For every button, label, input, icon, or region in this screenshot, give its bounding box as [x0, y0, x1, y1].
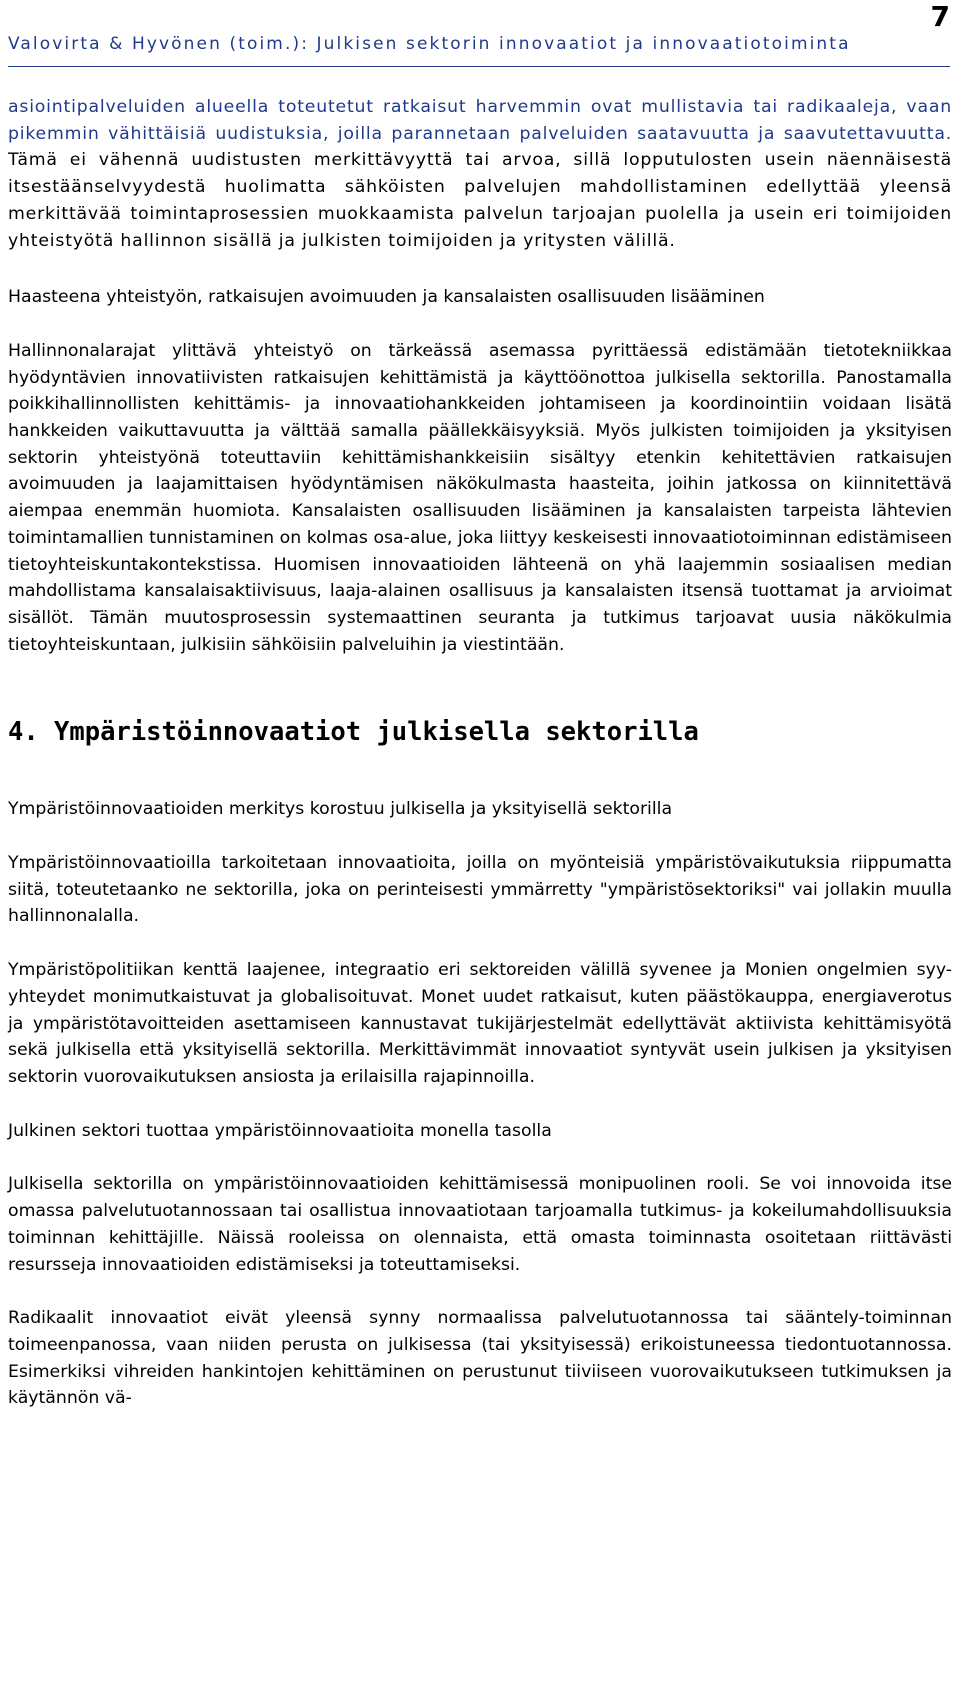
running-header: Valovirta & Hyvönen (toim.): Julkisen sektorin innovaatiot ja innovaatiotoiminta [8, 34, 851, 54]
page-number: 7 [930, 0, 950, 33]
paragraph-1 [8, 94, 952, 254]
subheading-public-sector-levels: Julkinen sektori tuottaa ympäristöinnovaatioita monella tasolla [8, 1120, 552, 1141]
subheading-environmental-significance: Ympäristöinnovaatioiden merkitys korostuu julkisella ja yksityisellä sektorilla [8, 799, 673, 820]
subheading-collaboration: Haasteena yhteistyön, ratkaisujen avoimuuden ja kansalaisten osallisuuden lisääminen [8, 287, 765, 308]
header-rule [8, 66, 950, 67]
paragraph-6: Radikaalit innovaatiot eivät yleensä synny normaalissa palvelutuotannossa tai sääntely-toiminnan toimeenpanossa, vaan niiden perusta on julkisessa (tai yksityisessä) erikoistuneessa tiedontuotannossa. Esimerkiksi vihreiden hankintojen kehittäminen on perustunut tiiviiseen vuorovaikutukseen tutkimuksen ja käytännön vä- [8, 1308, 952, 1409]
paragraph-1-lead: asiointipalveluiden alueella toteutetut ratkaisut harvemmin ovat mullistavia tai radikaaleja, vaan pikemmin vähittäisiä uudistuksia, joilla parannetaan palveluiden saatavuutta ja saavutettavuutta. [8, 97, 952, 144]
body-text [8, 94, 952, 1412]
paragraph-5: Julkisella sektorilla on ympäristöinnovaatioiden kehittämisessä monipuolinen rooli. Se voi innovoida itse omassa palvelutuotannossaan tai osallistua innovaatiotaan tarjoamalla tutkimus- ja kokeilumahdollisuuksia toiminnan kehittäjille. Näissä rooleissa on olennaista, että omasta toiminnasta osoitetaan riittävästi resursseja innovaatioiden edistämiseksi ja toteuttamiseksi. [8, 1174, 952, 1275]
paragraph-1-rest: Tämä ei vähennä uudistusten merkittävyyttä tai arvoa, sillä lopputulosten usein näennäisestä itsestäänselvyydestä huolimatta sähköisten palvelujen mahdollistaminen edellyttää yleensä merkittävää toimintaprosessien muokkaamista palvelun tarjoajan puolella ja usein eri toimijoiden yhteistyötä hallinnon sisällä ja julkisten toimijoiden ja yritysten välillä. [8, 150, 952, 251]
section-title: 4. Ympäristöinnovaatiot julkisella sektorilla [8, 717, 699, 748]
paragraph-4: Ympäristöpolitiikan kenttä laajenee, integraatio eri sektoreiden välillä syvenee ja Monien ongelmien syy-yhteydet monimutkaistuvat ja globalisoituvat. Monet uudet ratkaisut, kuten päästökauppa, energiaverotus ja ympäristötavoitteiden asettamiseen kannustavat tukijärjestelmät edellyttävät aktiivista kehittämisyötä sekä julkisella että yksityisellä sektorilla. Merkittävimmät innovaatiot syntyvät usein julkisen ja yksityisen sektorin vuorovaikutuksen ansiosta ja erilaisilla rajapinnoilla. [8, 960, 952, 1087]
paragraph-2: Hallinnonalarajat ylittävä yhteistyö on tärkeässä asemassa pyrittäessä edistämään tietotekniikkaa hyödyntävien innovatiivisten ratkaisujen kehittämistä ja käyttöönottoa julkisella sektorilla. Panostamalla poikkihallinnollisten kehittämis- ja innovaatiohankkeiden johtamiseen ja koordinointiin voidaan lisätä hankkeiden vaikuttavuutta ja välttää samalla päällekkäisyyksiä. Myös julkisten toimijoiden ja yksityisen sektorin yhteistyönä toteuttaviin kehittämishankkeisiin sisältyy etenkin kehitettävien ratkaisujen avoimuuden ja laajamittaisen hyödyntämisen näkökulmasta haasteita, joihin jatkossa on kiinnitettävä aiempaa enemmän huomiota. Kansalaisten osallisuuden lisääminen ja kansalaisten tarpeista lähtevien toimintamallien tunnistaminen on kolmas osa-alue, joka liittyy keskeisesti innovaatiotoiminnan edistämiseen tietoyhteiskuntakontekstissa. Huomisen innovaatioiden lähteenä on yhä laajemmin sosiaalisen median mahdollistama kansalaisaktiivisuus, laaja-alainen osallisuus ja kansalaisten itsensä tuottamat ja arvioimat sisällöt. Tämän muutosprosessin systemaattinen seuranta ja tutkimus tarjoavat uusia näkökulmia tietoyhteiskuntaan, julkisiin sähköisiin palveluihin ja viestintään. [8, 340, 952, 655]
paragraph-3: Ympäristöinnovaatioilla tarkoitetaan innovaatioita, joilla on myönteisiä ympäristövaikutuksia riippumatta siitä, toteutetaanko ne sektorilla, joka on perinteisesti ymmärretty "ympäristösektoriksi" vai jollakin muulla hallinnonalalla. [8, 853, 952, 927]
